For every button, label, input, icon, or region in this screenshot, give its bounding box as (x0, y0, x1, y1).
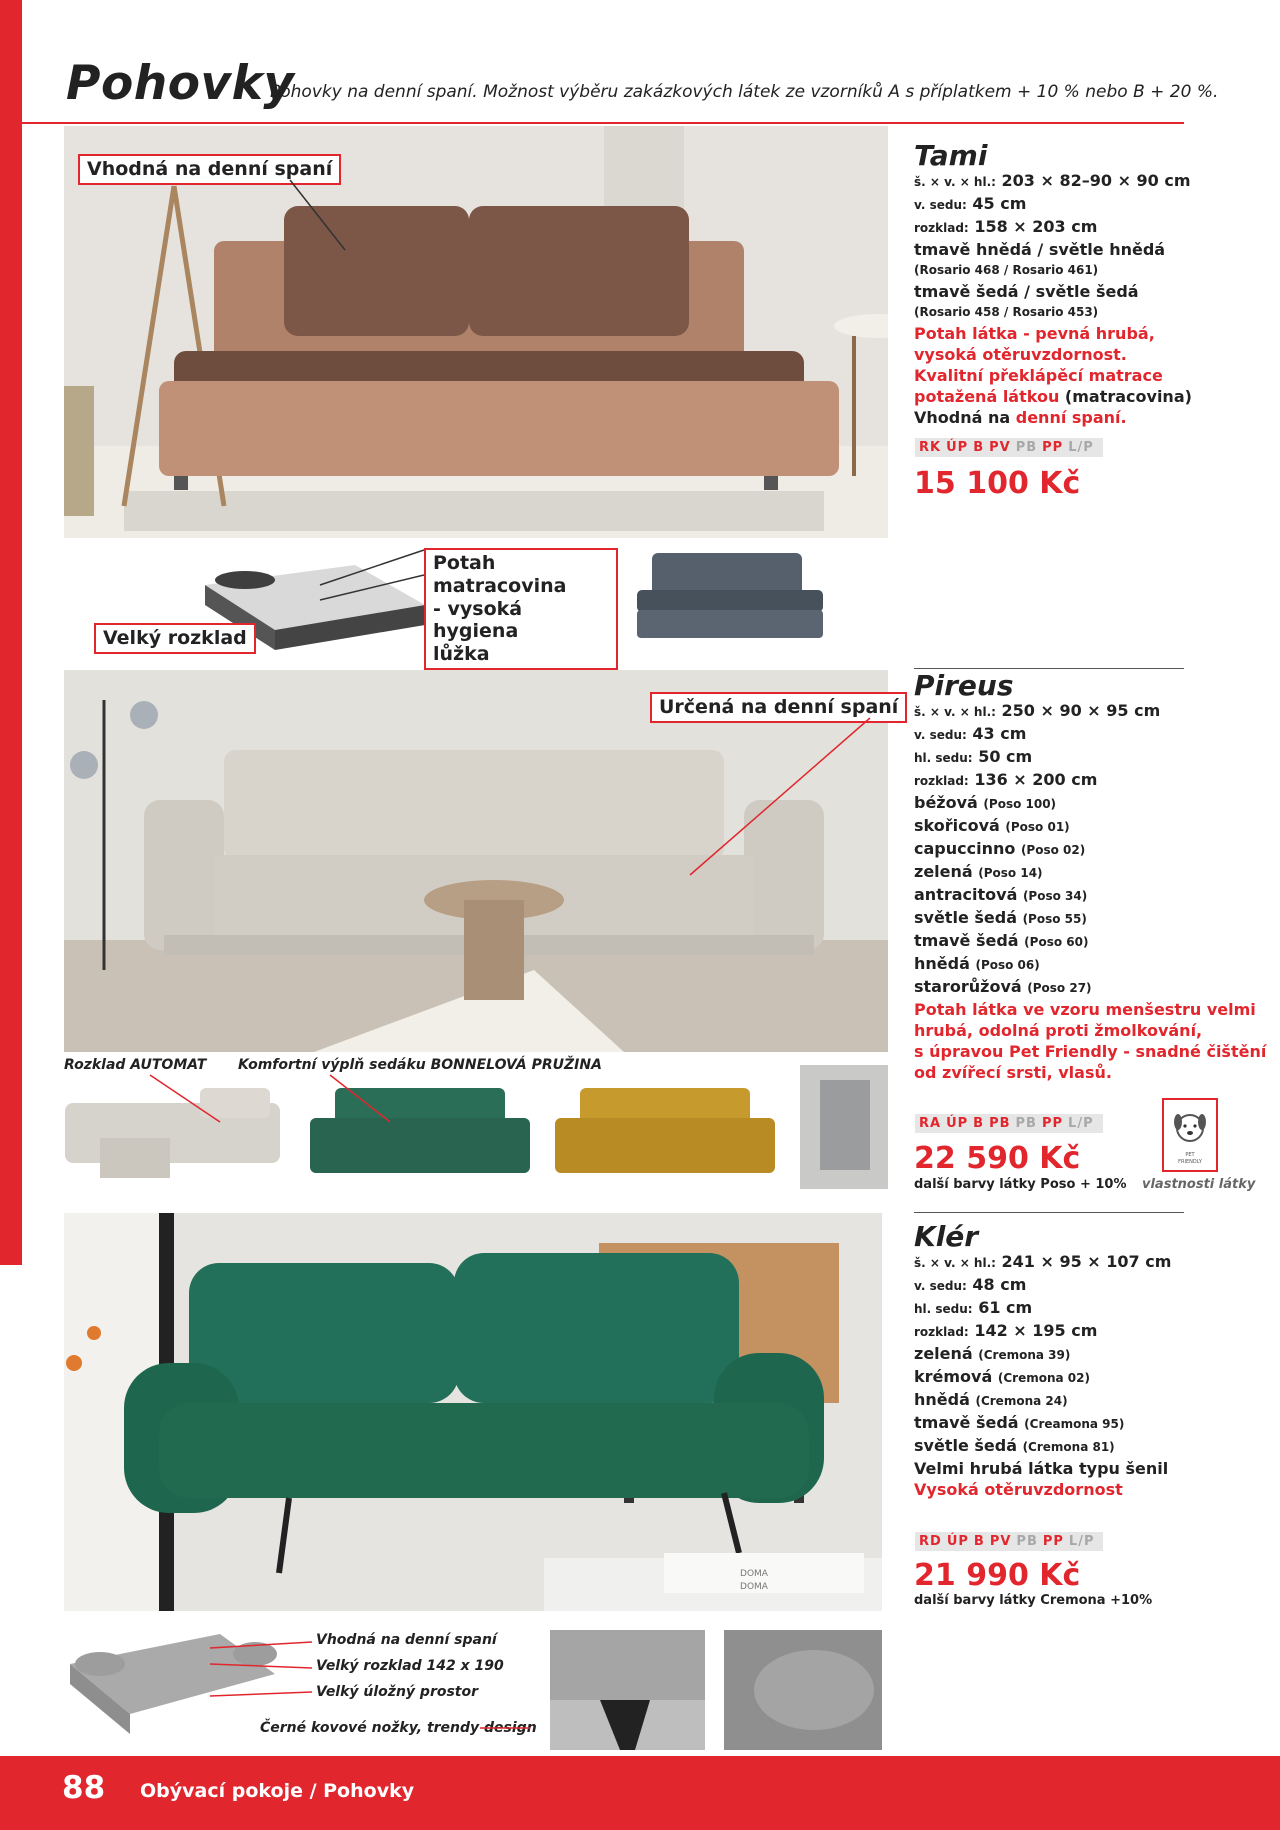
tami-bed: 158 × 203 cm (974, 217, 1098, 236)
tami-callout-cover-line3: - vysoká hygiena (433, 597, 523, 643)
pireus-tag-1: ÚP (946, 1116, 969, 1131)
tami-spec (914, 139, 1274, 428)
kler-tag-1: ÚP (946, 1534, 969, 1549)
kler-fabric-illustration (724, 1630, 882, 1750)
pireus-price: 22 590 Kč (914, 1141, 1081, 1176)
pireus-dims: 250 × 90 × 95 cm (1001, 701, 1161, 720)
tami-color1: tmavě hnědá / světle hnědá (914, 240, 1166, 259)
tami-color2: tmavě šedá / světle šedá (914, 282, 1139, 301)
kler-cap-bed: Velký rozklad 142 x 190 (316, 1658, 504, 1674)
kler-depth: 61 cm (978, 1298, 1033, 1317)
kler-color-code: (Cremona 24) (975, 1394, 1068, 1408)
pireus-color-0 (914, 792, 1274, 815)
kler-color-name: zelená (914, 1344, 973, 1363)
pireus-bed: 136 × 200 cm (974, 770, 1098, 789)
page-title: Pohovky (66, 56, 295, 111)
pireus-feature-2: hrubá, odolná proti žmolkování, (914, 1021, 1203, 1040)
kler-fabric-detail-photo (724, 1630, 882, 1750)
kler-cap-legs: Černé kovové nožky, trendy design (260, 1720, 537, 1736)
tami-grey-variant-photo (632, 548, 828, 648)
pireus-color-code: (Poso 55) (1022, 912, 1087, 926)
kler-dims: 241 × 95 × 107 cm (1001, 1252, 1172, 1271)
kler-tag-6: L/P (1068, 1534, 1095, 1549)
pireus-feature-3: s úpravou Pet Friendly - snadné čištění (914, 1042, 1267, 1061)
pireus-main-photo (64, 670, 888, 1052)
kler-color-3 (914, 1412, 1274, 1435)
kler-color-list (914, 1343, 1274, 1458)
kler-tag-2: B (973, 1534, 985, 1549)
kler-color-code: (Cremona 02) (997, 1371, 1090, 1385)
kler-color-1 (914, 1366, 1274, 1389)
pireus-color-8 (914, 976, 1274, 999)
pireus-price-note: další barvy látky Poso + 10% (914, 1177, 1127, 1192)
pireus-seat-label: v. sedu: (914, 728, 967, 742)
kler-price: 21 990 Kč (914, 1558, 1081, 1593)
pireus-color-code: (Poso 60) (1024, 935, 1089, 949)
pireus-color-5 (914, 907, 1274, 930)
tami-name: Tami (914, 139, 988, 172)
kler-tag-3: PV (989, 1534, 1012, 1549)
kler-color-0 (914, 1343, 1274, 1366)
pireus-automat-photo (60, 1078, 285, 1190)
tami-tag-1: ÚP (946, 440, 969, 455)
kler-color-code: (Cremona 81) (1022, 1440, 1115, 1454)
pireus-tag-3: PB (989, 1116, 1011, 1131)
kler-sofa-illustration (64, 1213, 882, 1611)
pireus-color-code: (Poso 27) (1027, 981, 1092, 995)
pireus-color-code: (Poso 100) (983, 797, 1057, 811)
pireus-tag-4: PB (1015, 1116, 1037, 1131)
pireus-feature-4: od zvířecí srsti, vlasů. (914, 1063, 1112, 1082)
tami-feature-5b: denní spaní. (1015, 408, 1127, 427)
pireus-feature-1: Potah látka ve vzoru menšestru velmi (914, 1000, 1256, 1019)
pireus-bed-label: rozklad: (914, 774, 969, 788)
pireus-green-illustration (305, 1078, 535, 1190)
tami-seat: 45 cm (972, 194, 1027, 213)
tami-feature-5a: Vhodná na (914, 408, 1011, 427)
tami-tag-6: L/P (1068, 440, 1094, 455)
dog-icon (1164, 1100, 1216, 1170)
page-subtitle: Pohovky na denní spaní. Možnost výběru zakázkových látek ze vzorníků A s příplatkem + 10 % nebo B + 20 %. (270, 82, 1219, 102)
kler-cap-storage: Velký úložný prostor (316, 1684, 479, 1700)
pireus-tag-5: PP (1041, 1116, 1064, 1131)
kler-cap-daybed: Vhodná na denní spaní (316, 1632, 497, 1648)
pireus-dims-label: š. × v. × hl.: (914, 705, 996, 719)
kler-divider (914, 1212, 1184, 1213)
kler-bed-label: rozklad: (914, 1325, 969, 1339)
kler-price-note: další barvy látky Cremona +10% (914, 1593, 1153, 1608)
pireus-color-code: (Poso 02) (1020, 843, 1086, 857)
pireus-tags (915, 1114, 1103, 1133)
kler-dims-label: š. × v. × hl.: (914, 1256, 996, 1270)
tami-dims: 203 × 82–90 × 90 cm (1001, 171, 1191, 190)
tami-feature-1: Potah látka - pevná hrubá, (914, 324, 1155, 343)
tami-bed-label: rozklad: (914, 221, 969, 235)
pireus-depth: 50 cm (978, 747, 1033, 766)
tami-tag-4: PB (1015, 440, 1038, 455)
pet-badge-line1: PET (1185, 1152, 1195, 1158)
tami-feature-4b: (matracovina) (1064, 387, 1192, 406)
pireus-color-code: (Poso 14) (978, 866, 1043, 880)
kler-leg-illustration (550, 1630, 705, 1750)
title-divider (22, 122, 1184, 124)
pet-friendly-badge (1162, 1098, 1218, 1172)
pireus-tag-2: B (973, 1116, 985, 1131)
tami-color2-code: (Rosario 458 / Rosario 453) (914, 305, 1099, 319)
pireus-color-name: béžová (914, 793, 978, 812)
kler-tag-4: PB (1016, 1534, 1038, 1549)
page-footer (0, 1756, 1280, 1830)
pireus-color-name: zelená (914, 862, 973, 881)
kler-seat-label: v. sedu: (914, 1279, 967, 1293)
pireus-yellow-illustration (550, 1078, 780, 1190)
pireus-automat-illustration (60, 1078, 285, 1190)
pireus-color-code: (Poso 01) (1005, 820, 1070, 834)
kler-leg-detail-photo (550, 1630, 705, 1750)
tami-tag-0: RK (919, 440, 942, 455)
kler-book-label-1: DOMA (740, 1569, 768, 1579)
pireus-cap-automat: Rozklad AUTOMAT (64, 1057, 207, 1073)
pireus-color-name: skořicová (914, 816, 1000, 835)
pireus-color-name: capuccinno (914, 839, 1016, 858)
kler-main-photo (64, 1213, 882, 1611)
tami-callout-cover-line1: Potah (433, 552, 496, 574)
page-number: 88 (62, 1770, 106, 1806)
pireus-yellow-variant-photo (550, 1078, 780, 1190)
pireus-cap-spring: Komfortní výplň sedáku BONNELOVÁ PRUŽINA (238, 1057, 602, 1073)
kler-color-name: hnědá (914, 1390, 970, 1409)
kler-color-2 (914, 1389, 1274, 1412)
kler-feature-1: Velmi hrubá látka typu šenil (914, 1459, 1169, 1478)
tami-tag-5: PP (1042, 440, 1064, 455)
pireus-color-code: (Poso 06) (975, 958, 1040, 972)
pireus-name: Pireus (914, 669, 1014, 702)
tami-tag-2: B (973, 440, 985, 455)
kler-name: Klér (914, 1220, 979, 1253)
pireus-color-3 (914, 861, 1274, 884)
kler-color-name: tmavě šedá (914, 1413, 1019, 1432)
kler-color-code: (Cremona 39) (978, 1348, 1071, 1362)
kler-color-name: krémová (914, 1367, 993, 1386)
kler-color-name: světle šedá (914, 1436, 1017, 1455)
tami-dims-label: š. × v. × hl.: (914, 175, 996, 189)
tami-feature-2: vysoká otěruvzdornost. (914, 345, 1127, 364)
tami-callout-daybed: Vhodná na denní spaní (78, 154, 341, 185)
pireus-tag-0: RA (919, 1116, 942, 1131)
pireus-sofa-illustration (64, 670, 888, 1052)
pireus-seat: 43 cm (972, 724, 1027, 743)
tami-feature-3: Kvalitní překlápěcí matrace (914, 366, 1163, 385)
tami-seat-label: v. sedu: (914, 198, 967, 212)
pireus-fabric-illustration (800, 1065, 888, 1189)
tami-tags (915, 438, 1103, 457)
kler-color-code: (Creamona 95) (1024, 1417, 1125, 1431)
kler-spec (914, 1220, 1274, 1500)
kler-seat: 48 cm (972, 1275, 1027, 1294)
kler-feature-2: Vysoká otěruvzdornost (914, 1480, 1123, 1499)
tami-tag-3: PV (989, 440, 1011, 455)
tami-sofa-illustration (64, 126, 888, 538)
tami-color1-code: (Rosario 468 / Rosario 461) (914, 263, 1099, 277)
pireus-color-7 (914, 953, 1274, 976)
kler-depth-label: hl. sedu: (914, 1302, 973, 1316)
left-accent-bar (0, 0, 22, 1265)
pireus-color-1 (914, 815, 1274, 838)
pireus-color-2 (914, 838, 1274, 861)
pireus-color-name: tmavě šedá (914, 931, 1019, 950)
pireus-tag-6: L/P (1068, 1116, 1094, 1131)
pireus-color-code: (Poso 34) (1022, 889, 1088, 903)
tami-callout-cover-line4: lůžka (433, 643, 490, 666)
pet-badge-line2: FRIENDLY (1178, 1159, 1202, 1165)
pireus-green-variant-photo (305, 1078, 535, 1190)
pireus-callout-daybed: Určená na denní spaní (650, 692, 907, 723)
kler-book-label-2: DOMA (740, 1582, 768, 1592)
pireus-color-name: starorůžová (914, 977, 1022, 996)
kler-caption-arrows (200, 1630, 530, 1740)
breadcrumb: Obývací pokoje / Pohovky (140, 1780, 415, 1802)
tami-price: 15 100 Kč (914, 466, 1081, 501)
pet-friendly-label: vlastnosti látky (1142, 1177, 1256, 1192)
tami-feature-4a: potažená látkou (914, 387, 1060, 406)
tami-callout-bed: Velký rozklad (94, 623, 256, 654)
pireus-fabric-photo (800, 1065, 888, 1189)
kler-tags (915, 1532, 1103, 1551)
pireus-depth-label: hl. sedu: (914, 751, 973, 765)
pireus-color-6 (914, 930, 1274, 953)
kler-bed: 142 × 195 cm (974, 1321, 1098, 1340)
tami-callout-cover (424, 548, 618, 670)
tami-main-photo (64, 126, 888, 538)
kler-tag-5: PP (1042, 1534, 1064, 1549)
tami-grey-illustration (632, 548, 828, 648)
pireus-color-name: světle šedá (914, 908, 1017, 927)
pireus-color-list (914, 792, 1274, 999)
tami-callout-cover-line2: matracovina (433, 574, 567, 597)
pireus-color-4 (914, 884, 1274, 907)
pireus-color-name: antracitová (914, 885, 1018, 904)
pireus-spec (914, 669, 1274, 1083)
pireus-color-name: hnědá (914, 954, 970, 973)
kler-tag-0: RD (919, 1534, 942, 1549)
kler-color-4 (914, 1435, 1274, 1458)
